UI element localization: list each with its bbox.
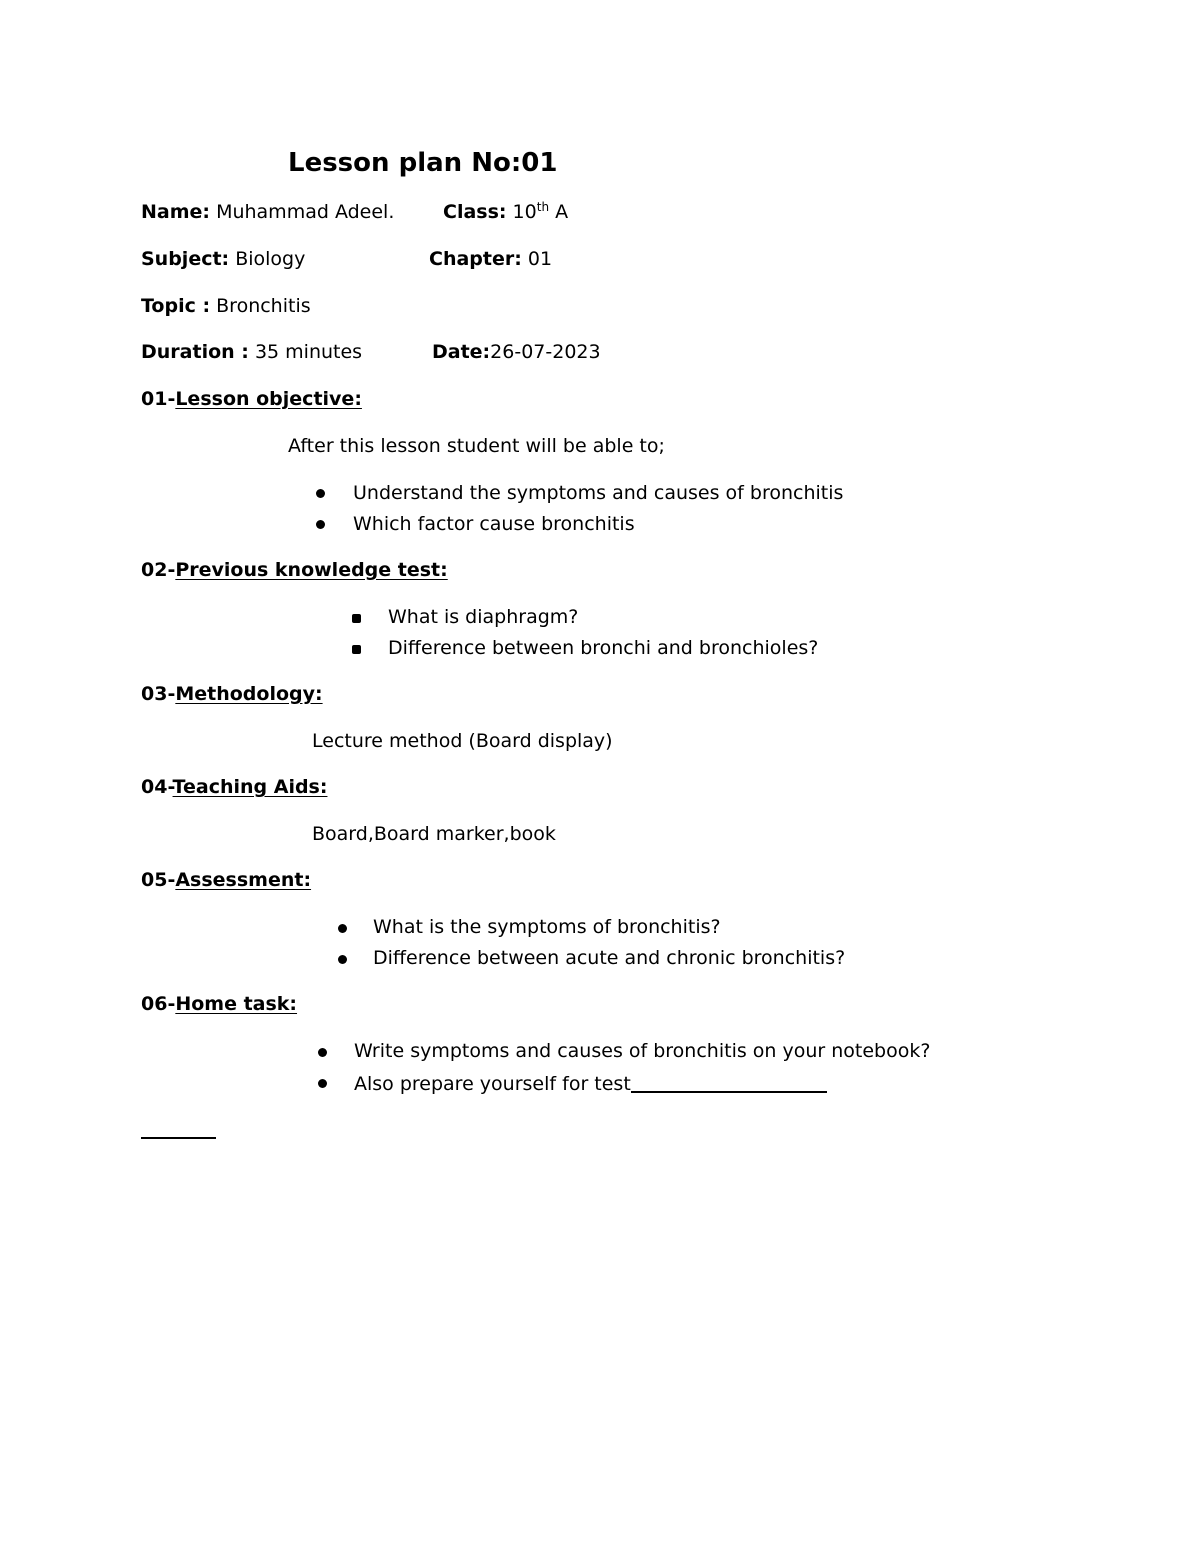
duration-row <box>141 343 362 362</box>
list-item: Difference between acute and chronic bronchitis? <box>373 947 846 969</box>
subject-label: Subject: <box>141 248 230 270</box>
bullet-icon <box>352 645 361 654</box>
subject-value: Biology <box>235 248 306 270</box>
list-item: Write symptoms and causes of bronchitis on your notebook? <box>354 1040 931 1062</box>
section-heading-previous: 02-Previous knowledge test: <box>141 559 448 581</box>
class-row <box>443 200 569 223</box>
bullet-icon <box>316 489 325 498</box>
subject-row <box>141 250 305 269</box>
section-heading-methodology: 03-Methodology: <box>141 683 323 705</box>
duration-value: 35 minutes <box>254 341 363 363</box>
bullet-icon <box>318 1079 327 1088</box>
blank-line-stub <box>141 1137 216 1139</box>
list-item: What is diaphragm? <box>388 606 579 628</box>
class-label: Class: <box>443 201 507 223</box>
list-item: Also prepare yourself for test <box>354 1073 827 1094</box>
aids-text: Board,Board marker,book <box>312 823 556 845</box>
chapter-label: Chapter: <box>429 248 522 270</box>
bullet-icon <box>316 520 325 529</box>
bullet-icon <box>338 955 347 964</box>
name-value: Muhammad Adeel. <box>216 201 395 223</box>
section-heading-aids: 04-Teaching Aids: <box>141 776 328 798</box>
topic-label: Topic : <box>141 295 211 317</box>
section-heading-assessment: 05-Assessment: <box>141 869 312 891</box>
list-item: What is the symptoms of bronchitis? <box>373 916 721 938</box>
page-title: Lesson plan No:01 <box>288 148 558 178</box>
topic-value: Bronchitis <box>216 295 311 317</box>
chapter-row <box>429 250 552 269</box>
objective-intro: After this lesson student will be able to; <box>288 435 665 457</box>
section-heading-hometask: 06-Home task: <box>141 993 298 1015</box>
list-item: Which factor cause bronchitis <box>353 513 635 535</box>
list-item: Difference between bronchi and bronchioles? <box>388 637 819 659</box>
name-label: Name: <box>141 201 211 223</box>
chapter-value: 01 <box>527 248 553 270</box>
topic-row <box>141 297 311 316</box>
bullet-icon <box>352 614 361 623</box>
bullet-icon <box>318 1048 327 1057</box>
date-row <box>432 343 601 362</box>
bullet-icon <box>338 924 347 933</box>
date-label: Date: <box>432 341 491 363</box>
duration-label: Duration : <box>141 341 249 363</box>
blank-underline <box>631 1073 827 1093</box>
list-item: Understand the symptoms and causes of bronchitis <box>353 482 844 504</box>
name-row <box>141 203 394 222</box>
date-value: 26-07-2023 <box>490 341 601 363</box>
methodology-text: Lecture method (Board display) <box>312 730 613 752</box>
class-value: 10th A <box>512 200 569 223</box>
section-heading-objective: 01-Lesson objective: <box>141 388 362 410</box>
